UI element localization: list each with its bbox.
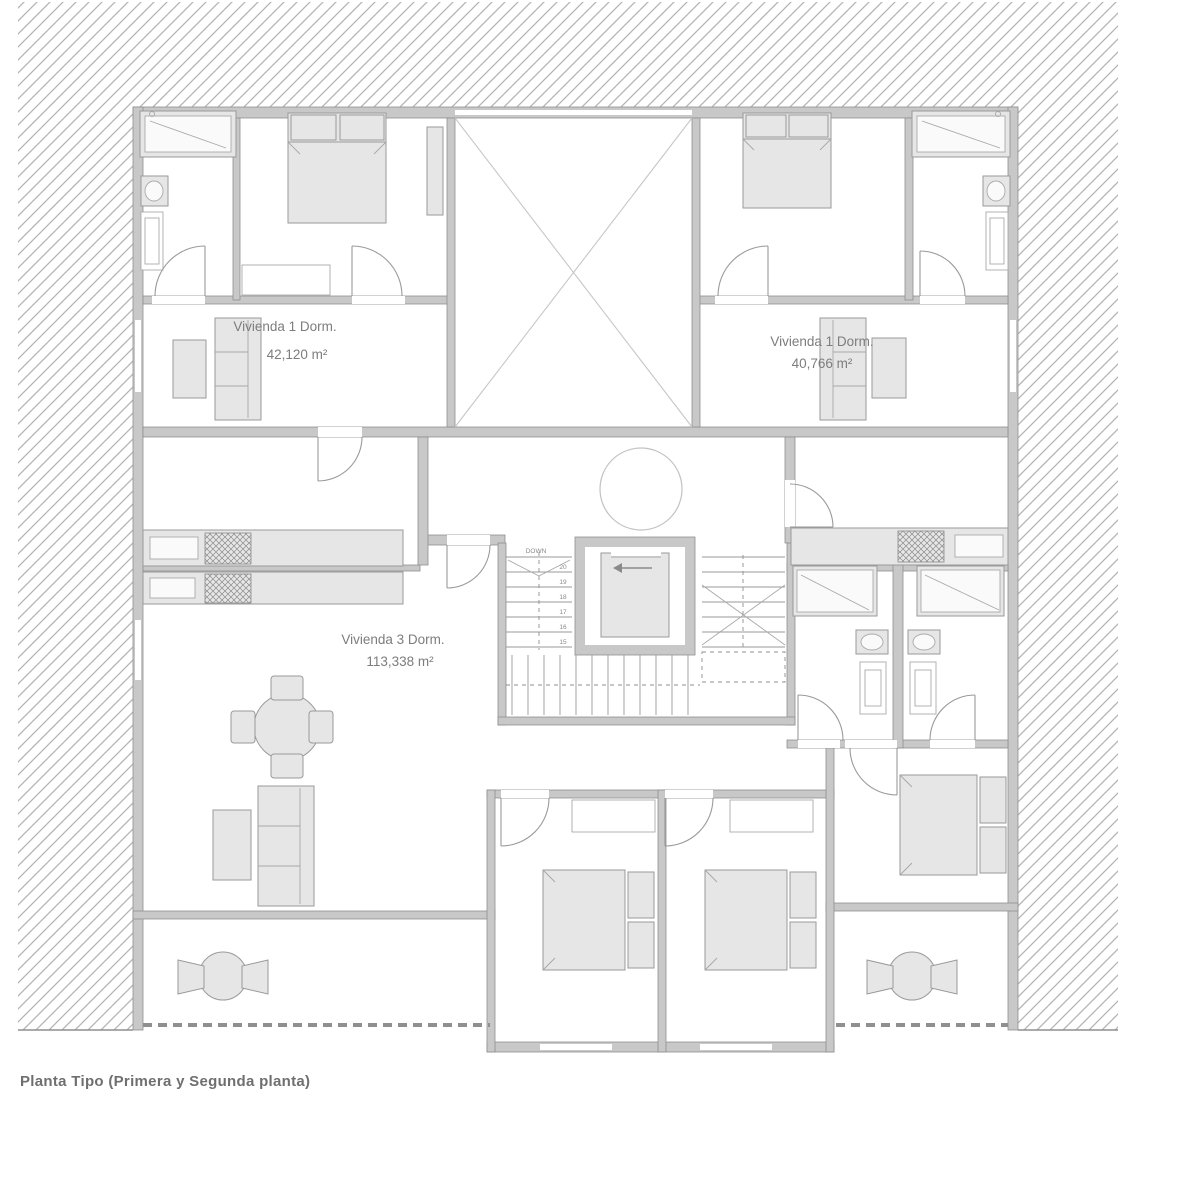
kitchen-counter-right: [791, 528, 1008, 565]
wall-patio-right: [692, 118, 700, 427]
hatch-band-right: [1018, 2, 1118, 1030]
step-number: 20: [559, 564, 567, 571]
unit-left-area: 42,120 m²: [266, 347, 328, 362]
bathtub-top-right: [912, 111, 1010, 157]
unit-right-name: Vivienda 1 Dorm.: [770, 334, 874, 349]
wall-bedroom-block-right: [826, 748, 834, 1052]
wall-left-terrace-top: [133, 911, 495, 919]
toilet-top-right: [983, 176, 1010, 206]
wall-stairwell-left: [498, 543, 506, 725]
step-number: 17: [559, 609, 567, 616]
bed-top-left: [288, 113, 386, 223]
hatch-band-left: [18, 2, 133, 1030]
wall-bathroom-divider: [893, 563, 903, 748]
vanity-top-left: [141, 212, 163, 270]
unit-large-area: 113,338 m²: [366, 654, 434, 669]
wall-bedroom-block-left: [487, 790, 495, 1052]
step-number: 15: [559, 639, 567, 646]
toilet-top-left: [141, 176, 168, 206]
coffee-table-top-left: [173, 340, 206, 398]
unit-left-name: Vivienda 1 Dorm.: [233, 319, 337, 334]
plan-caption: Planta Tipo (Primera y Segunda planta): [20, 1073, 311, 1090]
step-number: 19: [559, 579, 567, 586]
step-number: 18: [559, 594, 567, 601]
stairs-down-label: DOWN: [525, 548, 547, 555]
closet-top-left: [427, 127, 443, 215]
wall-right-terrace-top: [826, 903, 1018, 911]
wall-mid-horizontal: [143, 427, 1008, 437]
wall-hall-left-vertical: [418, 437, 428, 565]
vanity-top-right: [986, 212, 1008, 270]
unit-right-area: 40,766 m²: [791, 356, 853, 371]
elevator: [575, 537, 695, 655]
hatch-band-top: [133, 2, 1018, 107]
wall-patio-left: [447, 118, 455, 427]
sofa-large-unit: [258, 786, 314, 906]
bench-top-left: [242, 265, 330, 295]
coffee-table-top-right: [872, 338, 906, 398]
wall-stairwell-bottom: [498, 717, 795, 725]
bathtub-top-left: [140, 111, 236, 157]
unit-large-name: Vivienda 3 Dorm.: [341, 632, 445, 647]
coffee-table-large-unit: [213, 810, 251, 880]
wall-right: [1008, 107, 1018, 1030]
step-number: 16: [559, 624, 567, 631]
bed-top-right: [743, 113, 831, 208]
